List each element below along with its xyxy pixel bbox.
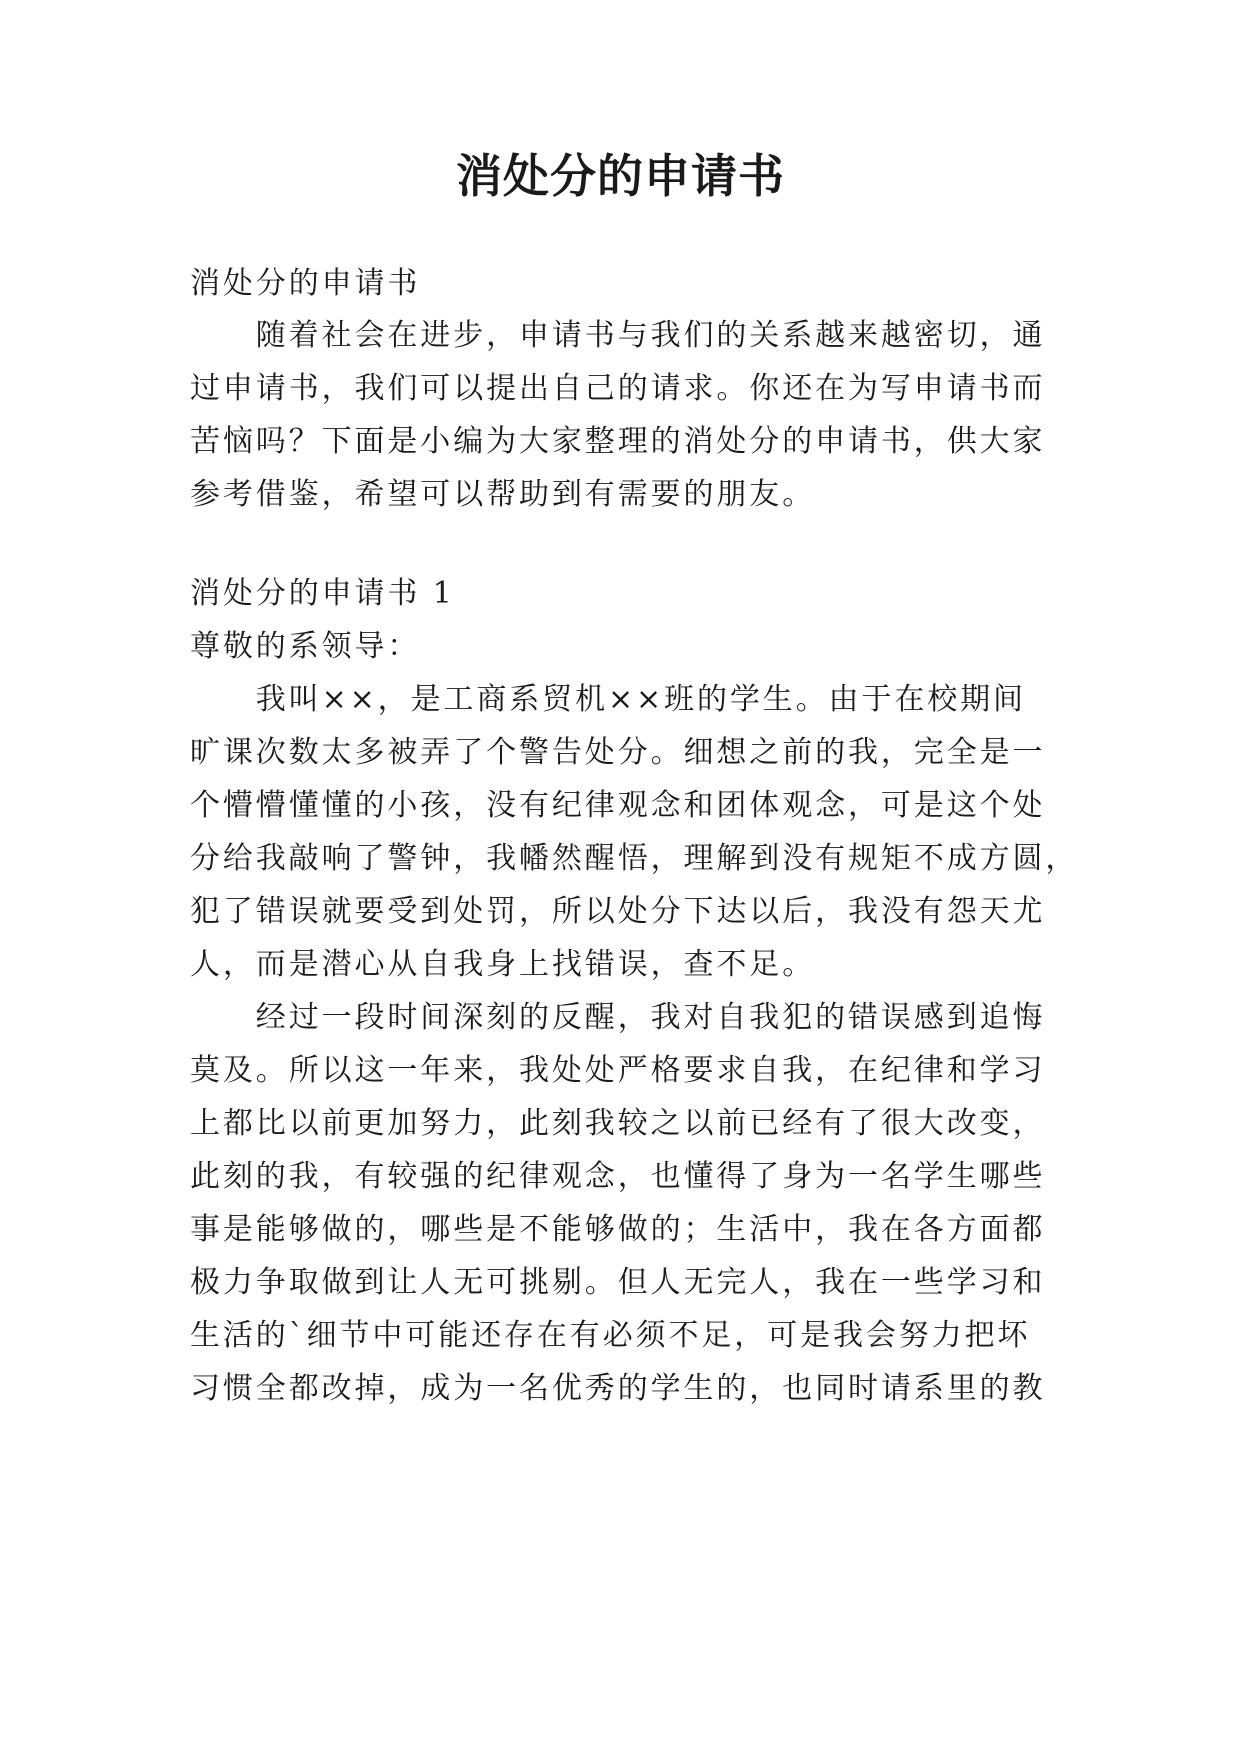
salutation: 尊敬的系领导：	[190, 629, 421, 664]
intro-line: 参考借鉴，希望可以帮助到有需要的朋友。	[190, 477, 816, 512]
body-line: 旷课次数太多被弄了个警告处分。细想之前的我，完全是一	[190, 735, 1046, 770]
body-line: 此刻的我，有较强的纪律观念，也懂得了身为一名学生哪些	[190, 1159, 1046, 1194]
body-line: 个懵懵懂懂的小孩，没有纪律观念和团体观念，可是这个处	[190, 788, 1046, 823]
intro-line: 随着社会在进步，申请书与我们的关系越来越密切，通	[190, 318, 1046, 353]
intro-line: 过申请书，我们可以提出自己的请求。你还在为写申请书而	[190, 371, 1046, 406]
body-line: 分给我敲响了警钟，我幡然醒悟，理解到没有规矩不成方圆，	[190, 841, 1079, 876]
body-line: 事是能够做的，哪些是不能够做的；生活中，我在各方面都	[190, 1212, 1046, 1247]
section-heading: 消处分的申请书 1	[190, 576, 455, 611]
body-line: 经过一段时间深刻的反醒，我对自我犯的错误感到追悔	[190, 1000, 1046, 1035]
body-line: 犯了错误就要受到处罚，所以处分下达以后，我没有怨天尤	[190, 894, 1046, 929]
body-line: 生活的`细节中可能还存在有必须不足，可是我会努力把坏	[190, 1318, 1031, 1353]
body-line: 我叫××，是工商系贸机××班的学生。由于在校期间	[190, 682, 1026, 717]
body-line: 莫及。所以这一年来，我处处严格要求自我，在纪律和学习	[190, 1053, 1046, 1088]
document-title: 消处分的申请书	[456, 149, 785, 203]
body-line: 上都比以前更加努力，此刻我较之以前已经有了很大改变，	[190, 1106, 1046, 1141]
subtitle: 消处分的申请书	[190, 266, 421, 301]
body-line: 极力争取做到让人无可挑剔。但人无完人，我在一些学习和	[190, 1265, 1046, 1300]
intro-line: 苦恼吗？下面是小编为大家整理的消处分的申请书，供大家	[190, 424, 1046, 459]
body-line: 习惯全都改掉，成为一名优秀的学生的，也同时请系里的教	[190, 1371, 1046, 1406]
body-line: 人，而是潜心从自我身上找错误，查不足。	[190, 947, 816, 982]
